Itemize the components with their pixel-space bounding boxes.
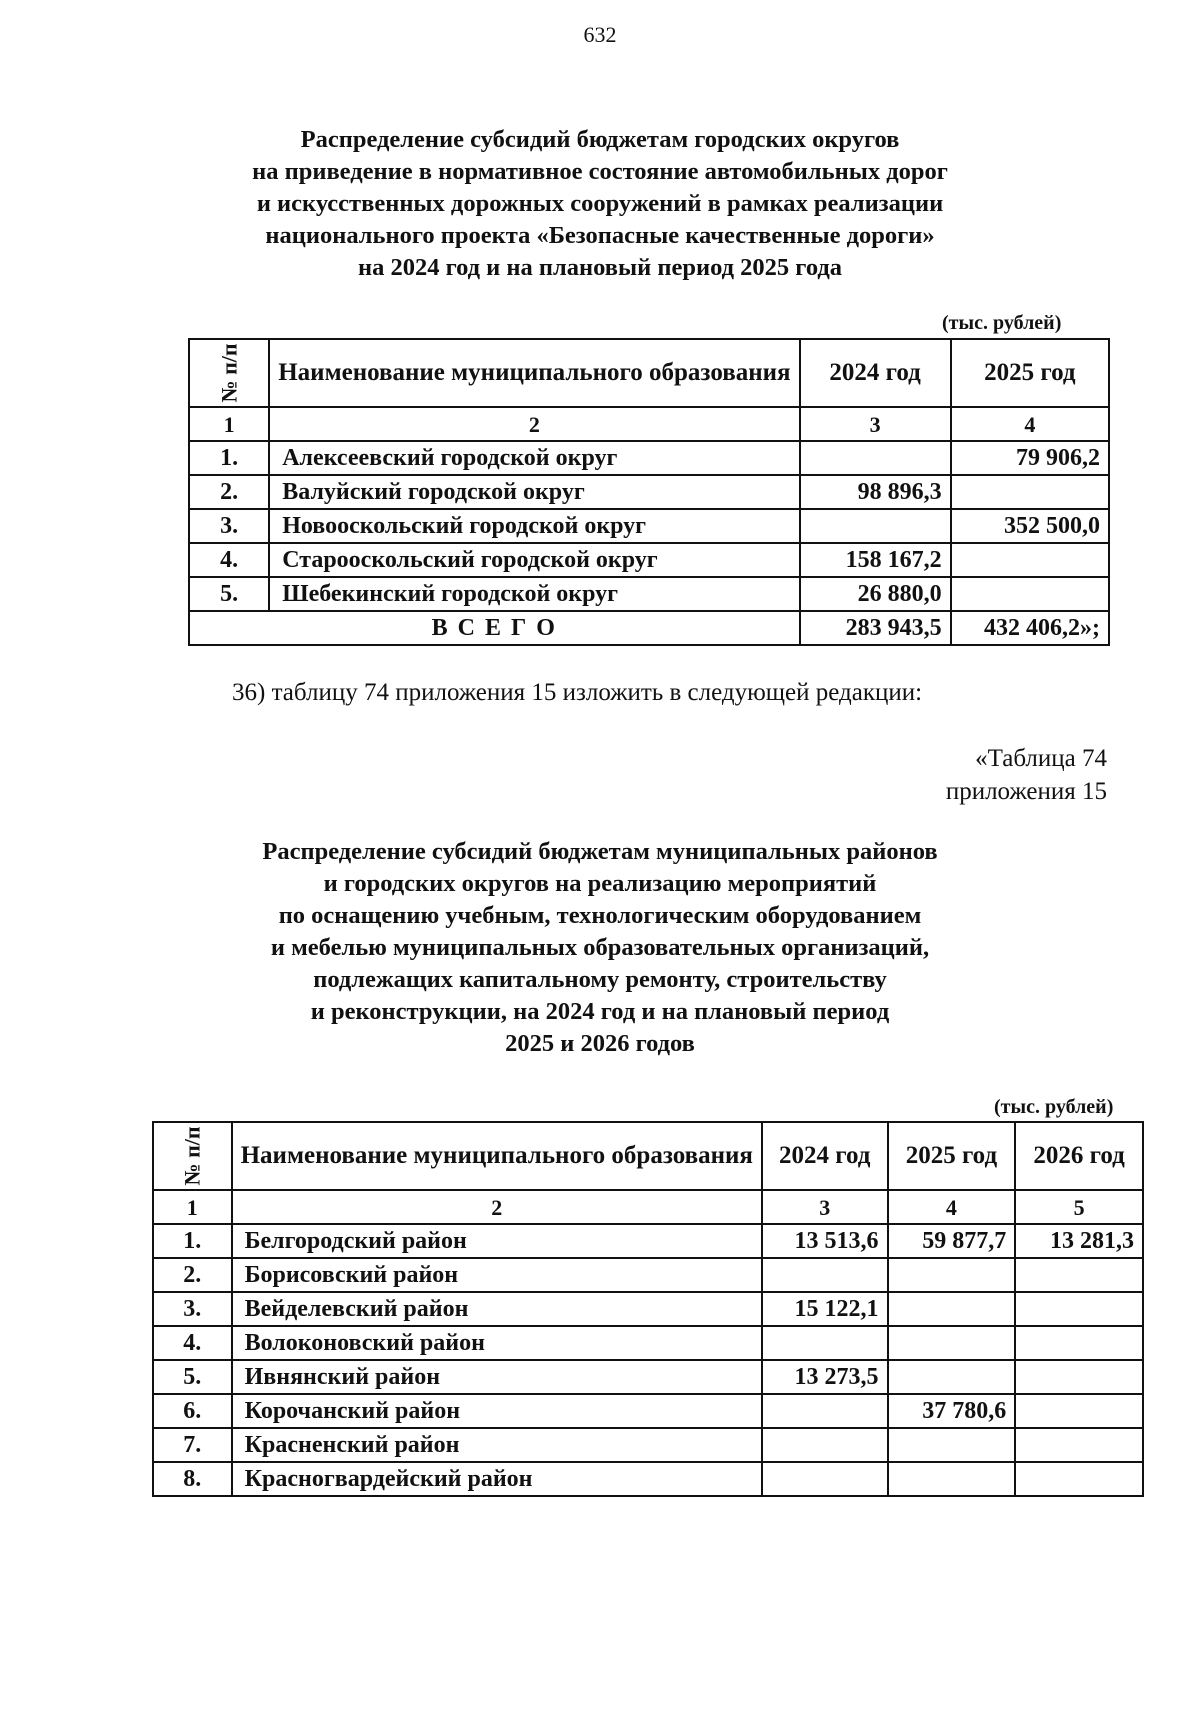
table-row — [153, 1326, 1143, 1360]
table-ref-line: «Таблица 74 — [975, 745, 1107, 772]
row-2024 — [762, 1462, 888, 1496]
section1-title — [150, 124, 1050, 284]
row-2026 — [1015, 1292, 1143, 1326]
row-name: Белгородский район — [232, 1224, 762, 1258]
title-line: 2025 и 2026 годов — [505, 1030, 695, 1057]
row-index: 1. — [153, 1224, 232, 1258]
row-2025: 59 877,7 — [888, 1224, 1016, 1258]
row-2024: 15 122,1 — [762, 1292, 888, 1326]
row-name: Борисовский район — [232, 1258, 762, 1292]
table-row — [153, 1360, 1143, 1394]
row-2026 — [1015, 1394, 1143, 1428]
row-index: 4. — [189, 543, 269, 577]
total-2025: 432 406,2»; — [951, 611, 1109, 645]
row-2024: 13 273,5 — [762, 1360, 888, 1394]
table-row — [153, 1258, 1143, 1292]
row-2025: 37 780,6 — [888, 1394, 1016, 1428]
header-index: № п/п — [189, 339, 269, 407]
row-2024 — [800, 441, 951, 475]
header-index: № п/п — [153, 1122, 232, 1190]
row-name: Новооскольский городской округ — [269, 509, 799, 543]
title-line: и реконструкции, на 2024 год и на плановый период — [310, 998, 890, 1025]
title-line: по оснащению учебным, технологическим оборудованием — [278, 902, 922, 929]
row-name: Алексеевский городской округ — [269, 441, 799, 475]
row-2026 — [1015, 1428, 1143, 1462]
column-number-row — [189, 407, 1109, 441]
row-2024: 158 167,2 — [800, 543, 951, 577]
table-ref-line: приложения 15 — [945, 778, 1107, 805]
title-line: национального проекта «Безопасные качественные дороги» — [265, 222, 935, 249]
row-2026: 13 281,3 — [1015, 1224, 1143, 1258]
row-index: 8. — [153, 1462, 232, 1496]
table-row — [189, 543, 1109, 577]
table-row — [189, 475, 1109, 509]
row-index: 5. — [153, 1360, 232, 1394]
title-line: и мебелью муниципальных образовательных организаций, — [270, 934, 930, 961]
table-header-row — [189, 339, 1109, 407]
total-2024: 283 943,5 — [800, 611, 951, 645]
row-2024: 98 896,3 — [800, 475, 951, 509]
col-number: 2 — [232, 1190, 762, 1224]
title-line: на 2024 год и на плановый период 2025 года — [357, 254, 843, 281]
col-number: 3 — [800, 407, 951, 441]
row-2024 — [762, 1428, 888, 1462]
table-row — [189, 577, 1109, 611]
col-number: 4 — [888, 1190, 1016, 1224]
row-index: 5. — [189, 577, 269, 611]
row-index: 7. — [153, 1428, 232, 1462]
table-row — [153, 1462, 1143, 1496]
table-total-row — [189, 611, 1109, 645]
row-2025 — [888, 1360, 1016, 1394]
row-2024: 26 880,0 — [800, 577, 951, 611]
col-number: 1 — [153, 1190, 232, 1224]
column-number-row — [153, 1190, 1143, 1224]
header-name: Наименование муниципального образования — [232, 1122, 762, 1190]
title-line: на приведение в нормативное состояние автомобильных дорог — [252, 158, 948, 185]
table-row — [153, 1394, 1143, 1428]
header-2025: 2025 год — [951, 339, 1109, 407]
total-label: В С Е Г О — [189, 611, 800, 645]
row-2026 — [1015, 1360, 1143, 1394]
col-number: 3 — [762, 1190, 888, 1224]
row-2025 — [888, 1462, 1016, 1496]
row-2024 — [762, 1394, 888, 1428]
row-index: 2. — [189, 475, 269, 509]
title-line: и городских округов на реализацию мероприятий — [323, 870, 877, 897]
units-label: (тыс. рублей) — [994, 1096, 1114, 1118]
table-reference — [946, 742, 1107, 808]
table-row — [189, 509, 1109, 543]
row-name: Красногвардейский район — [232, 1462, 762, 1496]
row-index: 1. — [189, 441, 269, 475]
row-2025 — [888, 1292, 1016, 1326]
row-index: 4. — [153, 1326, 232, 1360]
row-name: Красненский район — [232, 1428, 762, 1462]
header-2024: 2024 год — [762, 1122, 888, 1190]
row-2026 — [1015, 1462, 1143, 1496]
row-name: Волоконовский район — [232, 1326, 762, 1360]
title-line: Распределение субсидий бюджетам муниципальных районов — [262, 838, 938, 865]
table-row — [153, 1428, 1143, 1462]
row-name: Корочанский район — [232, 1394, 762, 1428]
row-2025 — [888, 1326, 1016, 1360]
row-2026 — [1015, 1326, 1143, 1360]
row-index: 2. — [153, 1258, 232, 1292]
section2-title — [160, 836, 1040, 1060]
table-row — [153, 1224, 1143, 1258]
header-2024: 2024 год — [800, 339, 951, 407]
row-name: Ивнянский район — [232, 1360, 762, 1394]
header-name: Наименование муниципального образования — [269, 339, 799, 407]
col-number: 5 — [1015, 1190, 1143, 1224]
col-number: 1 — [189, 407, 269, 441]
row-index: 3. — [153, 1292, 232, 1326]
col-number: 2 — [269, 407, 799, 441]
row-index: 6. — [153, 1394, 232, 1428]
row-2026 — [1015, 1258, 1143, 1292]
title-line: подлежащих капитальному ремонту, строительству — [313, 966, 887, 993]
row-2024 — [762, 1326, 888, 1360]
table-row — [153, 1292, 1143, 1326]
title-line: и искусственных дорожных сооружений в рамках реализации — [256, 190, 944, 217]
table-row — [189, 441, 1109, 475]
row-name: Валуйский городской округ — [269, 475, 799, 509]
row-2025: 79 906,2 — [951, 441, 1109, 475]
row-2025 — [888, 1258, 1016, 1292]
row-2025: 352 500,0 — [951, 509, 1109, 543]
header-2026: 2026 год — [1015, 1122, 1143, 1190]
row-name: Вейделевский район — [232, 1292, 762, 1326]
row-2025 — [951, 543, 1109, 577]
row-index: 3. — [189, 509, 269, 543]
row-2024 — [800, 509, 951, 543]
instruction-text: 36) таблицу 74 приложения 15 изложить в следующей редакции: — [232, 679, 923, 706]
subsidy-table-2 — [152, 1121, 1144, 1497]
row-2025 — [888, 1428, 1016, 1462]
col-number: 4 — [951, 407, 1109, 441]
row-2025 — [951, 577, 1109, 611]
row-2024 — [762, 1258, 888, 1292]
table-header-row — [153, 1122, 1143, 1190]
row-2025 — [951, 475, 1109, 509]
page-number: 632 — [583, 22, 617, 47]
subsidy-table-1 — [188, 338, 1110, 646]
row-2024: 13 513,6 — [762, 1224, 888, 1258]
row-name: Шебекинский городской округ — [269, 577, 799, 611]
title-line: Распределение субсидий бюджетам городских округов — [300, 126, 900, 153]
header-2025: 2025 год — [888, 1122, 1016, 1190]
row-name: Старооскольский городской округ — [269, 543, 799, 577]
units-label: (тыс. рублей) — [942, 312, 1062, 334]
